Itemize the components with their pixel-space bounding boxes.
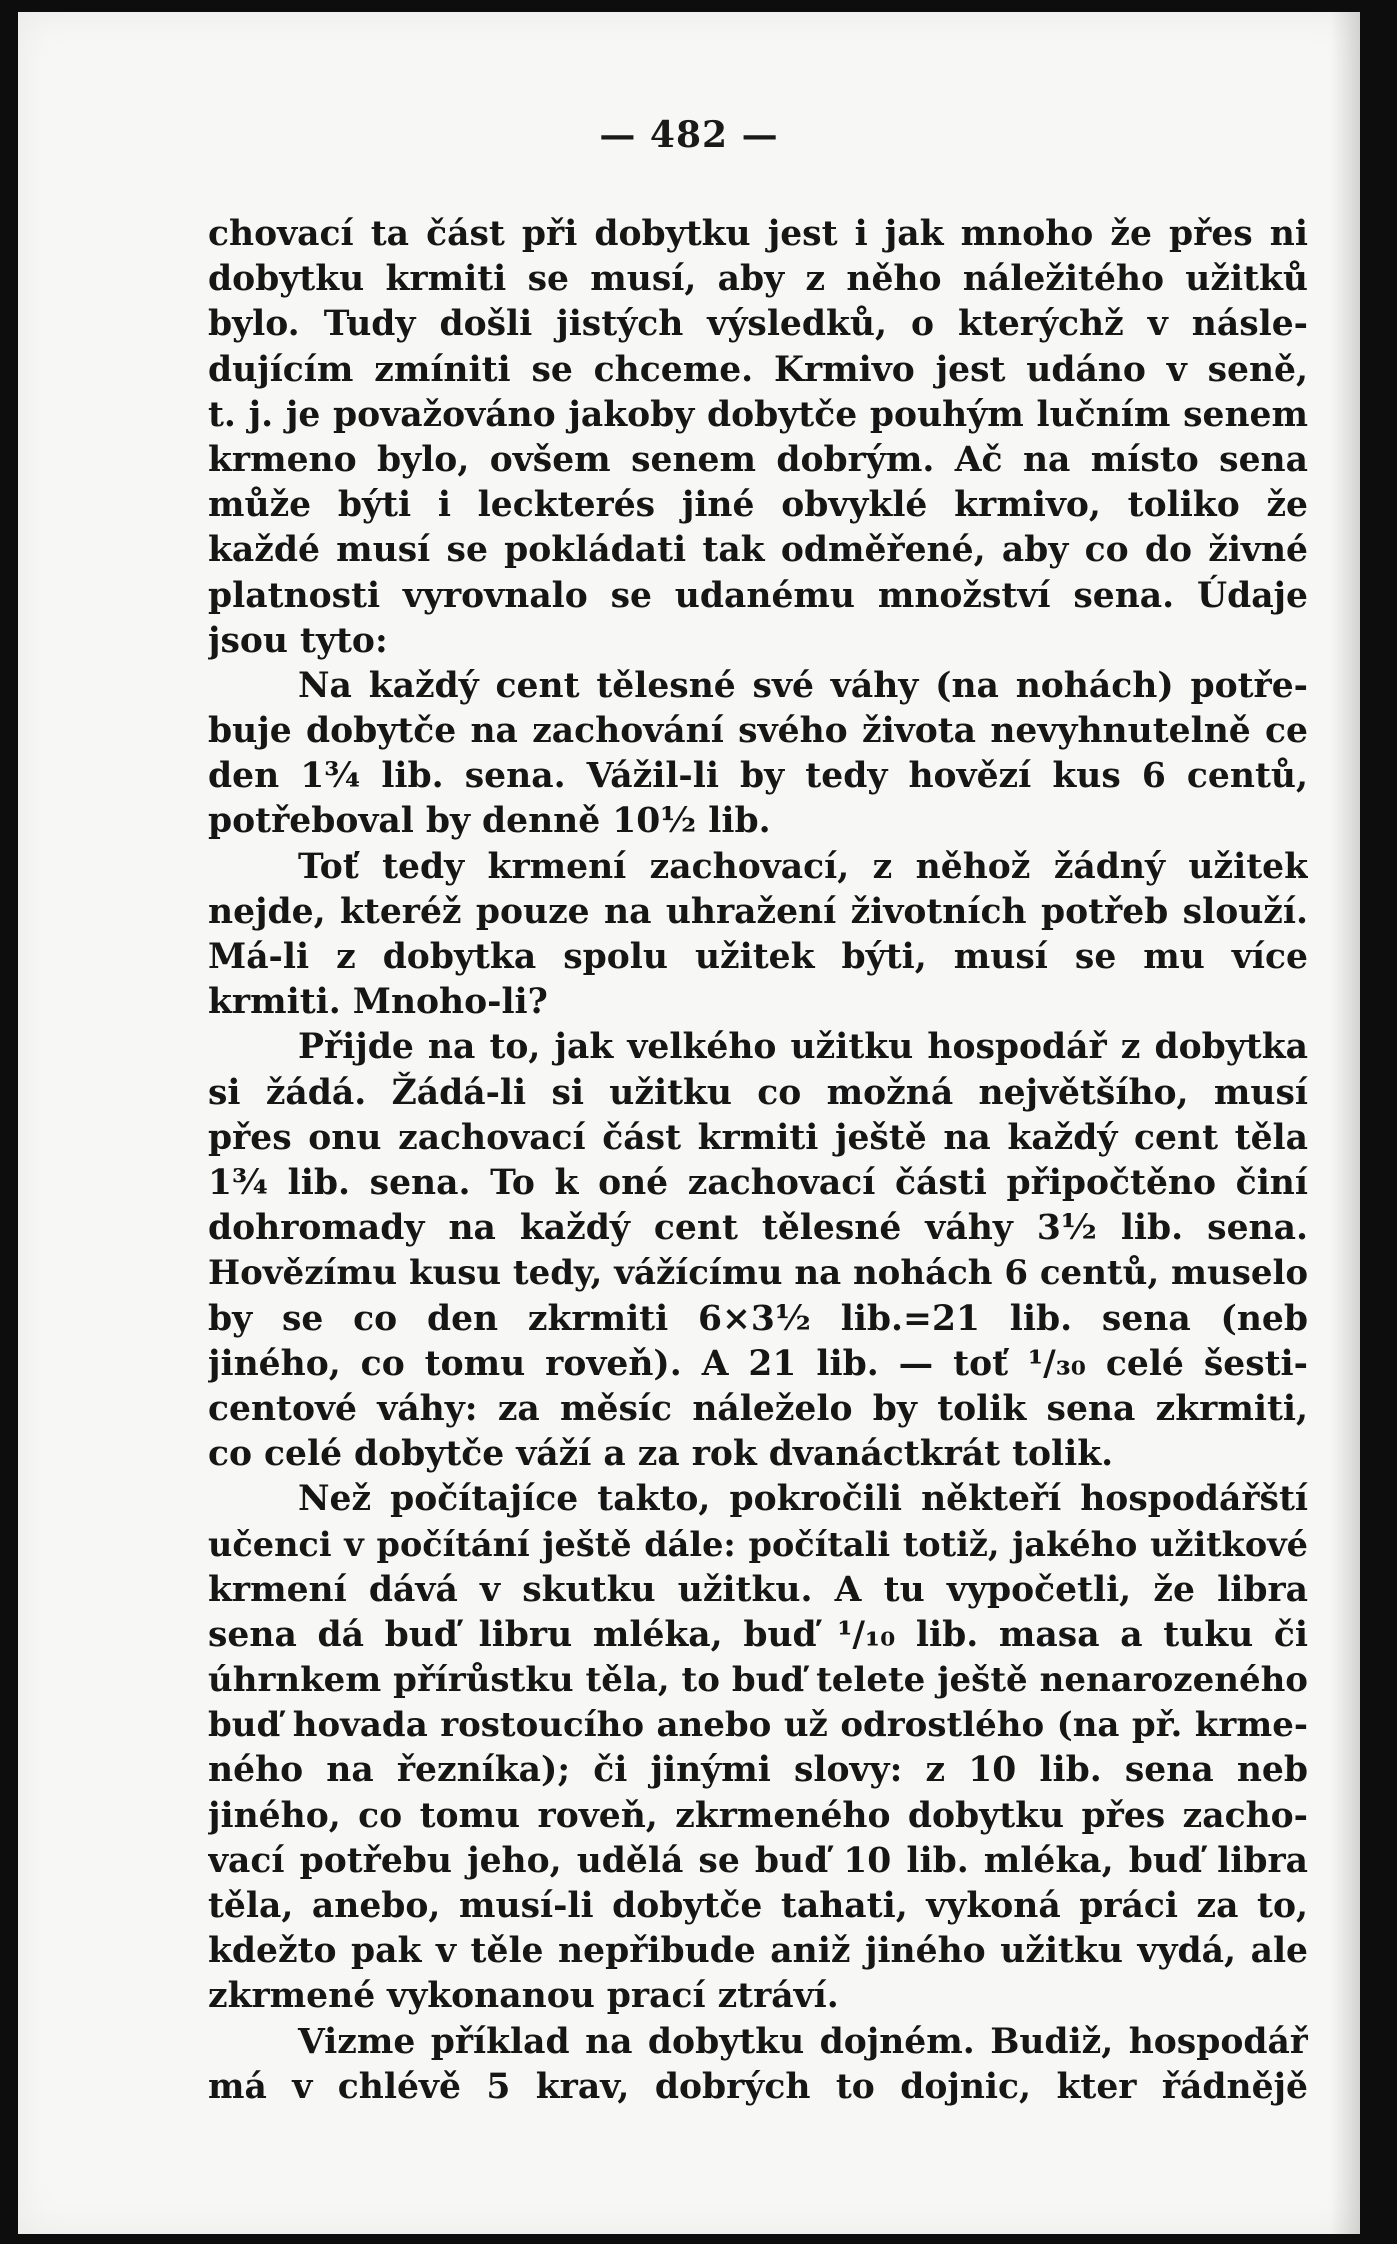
text-line: t. j. je považováno jakoby dobytče pouhým lučním senem (208, 394, 1308, 435)
text-line: vací potřebu jeho, udělá se buď 10 lib. mléka, buď libra (208, 1840, 1308, 1881)
text-line: ného na řezníka); či jinými slovy: z 10 lib. sena neb (208, 1750, 1308, 1791)
text-line: jiného, co tomu roveň). A 21 lib. — toť ¹/₃₀ celé šesti- (208, 1343, 1308, 1384)
text-line: dujícím zmíniti se chceme. Krmivo jest udáno v seně, (208, 349, 1308, 390)
text-line: kdežto pak v těle nepřibude aniž jiného užitku vydá, ale (208, 1931, 1308, 1972)
text-line: dohromady na každý cent tělesné váhy 3½ lib. sena. (208, 1208, 1308, 1249)
text-line: těla, anebo, musí-li dobytče tahati, vykoná práci za to, (208, 1885, 1308, 1926)
text-line: Na každý cent tělesné své váhy (na nohách) potře- (298, 665, 1308, 706)
text-line: buď hovada rostoucího anebo už odrostlého (na př. krme- (208, 1705, 1308, 1746)
page-number: — 482 — (599, 114, 779, 156)
text-line: může býti i leckterés jiné obvyklé krmivo, toliko že (208, 485, 1308, 526)
text-line: Hovězímu kusu tedy, vážícímu na nohách 6 centů, muselo (208, 1253, 1308, 1294)
text-line: Přijde na to, jak velkého užitku hospodář z dobytka (298, 1027, 1308, 1068)
text-line: buje dobytče na zachování svého života nevyhnutelně ce (208, 711, 1308, 752)
book-page (18, 12, 1360, 2234)
page-edge-shadow (1330, 12, 1360, 2234)
text-line: by se co den zkrmiti 6×3½ lib.=21 lib. sena (neb (208, 1298, 1308, 1339)
text-line: potřeboval by denně 10½ lib. (208, 801, 771, 842)
text-line: učenci v počítání ještě dále: počítali totiž, jakého užitkové (208, 1525, 1308, 1565)
body-text (208, 212, 1308, 2110)
text-line: zkrmené vykonanou prací ztráví. (208, 1976, 839, 2017)
text-line: Má-li z dobytka spolu užitek býti, musí se mu více (208, 937, 1308, 977)
text-line: Než počítajíce takto, pokročili někteří hospodářští (298, 1479, 1308, 1520)
text-line: krmení dává v skutku užitku. A tu vypočetli, že libra (208, 1569, 1308, 1610)
text-line: co celé dobytče váží a za rok dvanáctkrát tolik. (208, 1434, 1114, 1475)
text-line: den 1¾ lib. sena. Vážil-li by tedy hovězí kus 6 centů, (208, 756, 1308, 797)
text-line: krmeno bylo, ovšem senem dobrým. Ač na místo sena (208, 439, 1308, 480)
text-line: každé musí se pokládati tak odměřené, aby co do živné (208, 530, 1308, 571)
text-line: chovací ta část při dobytku jest i jak mnoho že přes ni (208, 214, 1308, 254)
text-line: nejde, kteréž pouze na uhražení životních potřeb slouží. (208, 891, 1308, 932)
text-line: si žádá. Žádá-li si užitku co možná největšího, musí (208, 1072, 1308, 1113)
text-line: úhrnkem přírůstku těla, to buď telete ještě nenarozeného (208, 1660, 1308, 1700)
text-line: bylo. Tudy došli jistých výsledků, o kterýchž v násle- (208, 304, 1308, 345)
text-line: platnosti vyrovnalo se udanému množství sena. Údaje (208, 575, 1308, 616)
text-line: dobytku krmiti se musí, aby z něho náležitého užitků (208, 259, 1308, 300)
text-line: Toť tedy krmení zachovací, z něhož žádný užitek (298, 846, 1308, 887)
text-line: krmiti. Mnoho-li? (208, 982, 548, 1023)
text-line: přes onu zachovací část krmiti ještě na každý cent těla (208, 1117, 1308, 1158)
text-line: centové váhy: za měsíc náleželo by tolik sena zkrmiti, (208, 1388, 1308, 1429)
text-line: sena dá buď libru mléka, buď ¹/₁₀ lib. masa a tuku či (208, 1614, 1308, 1655)
text-line: má v chlévě 5 krav, dobrých to dojnic, kter řádnějě (208, 2066, 1308, 2107)
text-line: jiného, co tomu roveň, zkrmeného dobytku přes zacho- (208, 1795, 1308, 1836)
text-line: jsou tyto: (208, 620, 388, 661)
text-line: Vizme příklad na dobytku dojném. Budiž, hospodář (298, 2021, 1308, 2062)
text-line: 1¾ lib. sena. To k oné zachovací části připočtěno činí (208, 1162, 1308, 1203)
